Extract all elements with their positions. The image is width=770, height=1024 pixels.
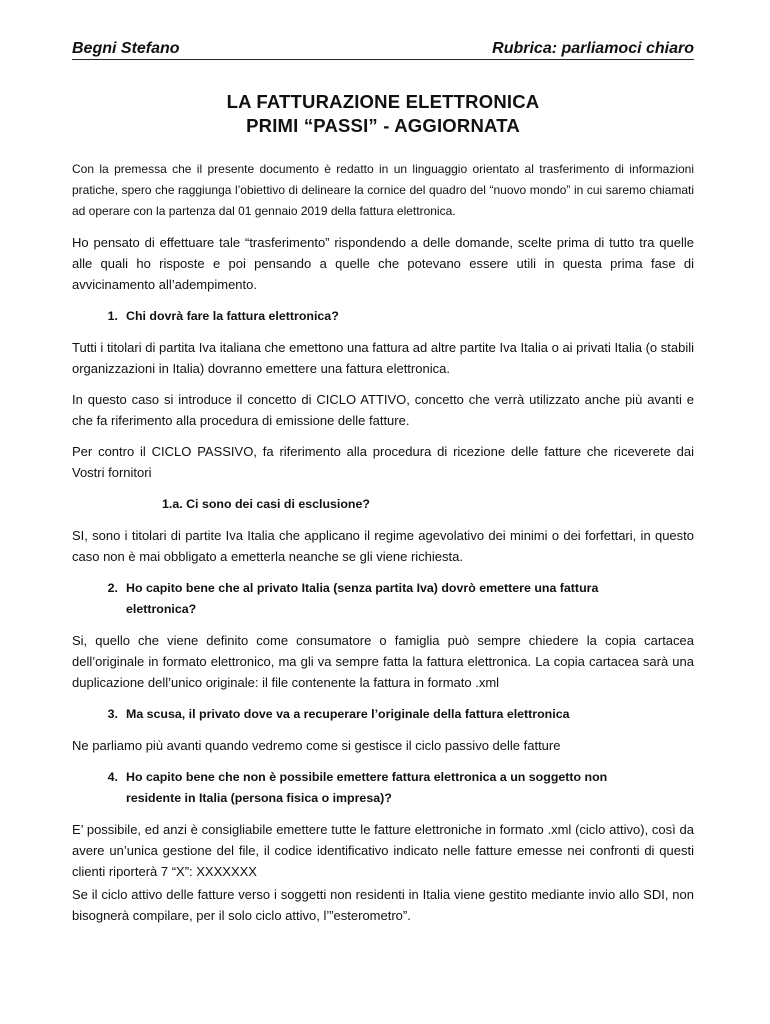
question-number: 1. bbox=[107, 309, 118, 323]
answer-4-paragraph-1: E’ possibile, ed anzi è consigliabile emettere tutte le fatture elettroniche in formato .xml (ciclo attivo), così da avere un’unica gestione del file, il codice identificativo indicato nelle fatture emesse nei confronti di questi clienti riporterà 7 “X”: XXXXXXX bbox=[72, 822, 694, 879]
answer-3-paragraph-1: Ne parliamo più avanti quando vedremo come si gestisce il ciclo passivo delle fatture bbox=[72, 738, 561, 753]
page-header bbox=[72, 40, 694, 60]
question-4 bbox=[72, 767, 694, 809]
answer-4-paragraph-2: Se il ciclo attivo delle fatture verso i soggetti non residenti in Italia viene gestito mediante invio allo SDI, non bisognerà compilare, per il solo ciclo attivo, l’”esterometro”. bbox=[72, 887, 694, 923]
title-line-1: LA FATTURAZIONE ELETTRONICA bbox=[226, 91, 540, 112]
answer-1-paragraph-2: In questo caso si introduce il concetto di CICLO ATTIVO, concetto che verrà utilizzato anche più avanti e che fa riferimento alla procedura di emissione delle fatture. bbox=[72, 392, 694, 428]
answer-2-paragraph-1: Si, quello che viene definito come consumatore o famiglia può sempre chiedere la copia cartacea dell’originale in formato elettronico, ma gli va sempre fatta la fattura elettronica. La copia cartacea sarà una duplicazione dell’unico originale: il file contenente la fattura in formato .xml bbox=[72, 633, 694, 690]
question-1 bbox=[72, 306, 694, 327]
question-text: Ma scusa, il privato dove va a recuperare l’originale della fattura elettronica bbox=[126, 707, 570, 721]
question-number: 2. bbox=[107, 581, 118, 595]
question-text: Chi dovrà fare la fattura elettronica? bbox=[126, 309, 339, 323]
answer-1a-paragraph-1: SI, sono i titolari di partite Iva Italia che applicano il regime agevolativo dei minimi o dei forfettari, in questo caso non è mai obbligato a emetterla neanche se gli viene richiesta. bbox=[72, 528, 694, 564]
document-page bbox=[72, 40, 694, 926]
title-line-2: PRIMI “PASSI” - AGGIORNATA bbox=[246, 115, 520, 136]
document-title bbox=[72, 90, 694, 138]
author-name: Begni Stefano bbox=[72, 40, 180, 57]
intro-paragraph-2: Ho pensato di effettuare tale “trasferimento” rispondendo a delle domande, scelte prima di tutto tra quelle alle quali ho risposte e poi pensando a quelle che potevano essere utili in questa prima fase di avvicinamento all’adempimento. bbox=[72, 235, 694, 292]
question-number: 4. bbox=[107, 770, 118, 784]
question-2 bbox=[72, 578, 694, 620]
question-number: 3. bbox=[107, 707, 118, 721]
question-text: Ho capito bene che non è possibile emettere fattura elettronica a un soggetto non residente in Italia (persona fisica o impresa)? bbox=[126, 770, 608, 805]
answer-1-paragraph-3: Per contro il CICLO PASSIVO, fa riferimento alla procedura di ricezione delle fatture che riceverete dai Vostri fornitori bbox=[72, 444, 694, 480]
question-3 bbox=[72, 704, 694, 725]
question-1a: 1.a. Ci sono dei casi di esclusione? bbox=[162, 497, 370, 511]
intro-paragraph-1: Con la premessa che il presente documento è redatto in un linguaggio orientato al trasferimento di informazioni pratiche, spero che raggiunga l’obiettivo di delineare la cornice del quadro del “nuovo mondo” in cui saremo chiamati ad operare con la partenza dal 01 gennaio 2019 della fattura elettronica. bbox=[72, 162, 694, 218]
question-text: Ho capito bene che al privato Italia (senza partita Iva) dovrò emettere una fattura elettronica? bbox=[126, 581, 599, 616]
answer-1-paragraph-1: Tutti i titolari di partita Iva italiana che emettono una fattura ad altre partite Iva Italia o ai privati Italia (o stabili organizzazioni in Italia) dovranno emettere una fattura elettronica. bbox=[72, 340, 694, 376]
column-name: Rubrica: parliamoci chiaro bbox=[492, 40, 694, 57]
